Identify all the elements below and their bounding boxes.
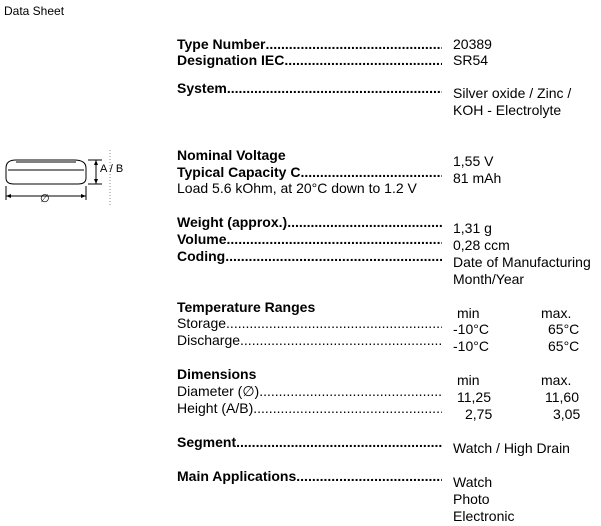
designation-row xyxy=(177,52,442,68)
diameter-label: Diameter (∅) xyxy=(177,383,260,399)
storage-row xyxy=(177,315,442,331)
discharge-min: -10°C xyxy=(453,338,489,354)
battery-drawing xyxy=(0,148,140,208)
temperature-title: Temperature Ranges xyxy=(177,299,316,315)
segment-value: Watch / High Drain xyxy=(453,440,570,456)
capacity-value: 81 mAh xyxy=(453,170,502,186)
height-label: Height (A/B) xyxy=(177,400,254,416)
coding-row xyxy=(177,248,442,264)
dimensions-min-header: min xyxy=(457,372,480,388)
segment-row xyxy=(177,434,442,450)
temperature-min-header: min xyxy=(457,305,480,321)
capacity-label: Typical Capacity C xyxy=(177,164,301,180)
system-row xyxy=(177,80,442,96)
discharge-label: Discharge xyxy=(177,332,241,348)
nominal-voltage-value: 1,55 V xyxy=(453,153,494,169)
storage-label: Storage xyxy=(177,315,227,331)
storage-max: 65°C xyxy=(548,321,580,337)
segment-label: Segment xyxy=(177,434,237,450)
system-value-line1: Silver oxide / Zinc / xyxy=(453,85,572,101)
diameter-max: 11,60 xyxy=(545,389,579,405)
coding-value-line2: Month/Year xyxy=(453,271,525,287)
application-item: Photo xyxy=(453,491,490,507)
discharge-max: 65°C xyxy=(548,338,580,354)
capacity-note: Load 5.6 kOhm, at 20°C down to 1.2 V xyxy=(177,180,417,196)
height-dimension-label: A / B xyxy=(100,163,124,175)
system-value-line2: KOH - Electrolyte xyxy=(453,102,562,118)
system-label: System xyxy=(177,80,227,96)
designation-label: Designation IEC xyxy=(177,52,285,68)
type-number-row xyxy=(177,36,442,52)
height-row xyxy=(177,400,442,416)
diameter-row xyxy=(177,383,442,399)
applications-row xyxy=(177,468,442,484)
volume-value: 0,28 ccm xyxy=(453,237,510,253)
application-item: Electronic xyxy=(453,508,515,524)
height-min: 2,75 xyxy=(465,406,493,422)
type-number-value: 20389 xyxy=(453,36,492,52)
capacity-row xyxy=(177,164,442,180)
weight-row xyxy=(177,214,442,230)
nominal-voltage-label: Nominal Voltage xyxy=(177,147,286,163)
volume-label: Volume xyxy=(177,231,227,247)
temperature-max-header: max. xyxy=(541,305,572,321)
diameter-min: 11,25 xyxy=(457,389,491,405)
coding-value-line1: Date of Manufacturing xyxy=(453,254,591,270)
page-header: Data Sheet xyxy=(4,4,65,18)
application-item: Watch xyxy=(453,474,493,490)
height-max: 3,05 xyxy=(553,406,581,422)
weight-value: 1,31 g xyxy=(453,220,492,236)
storage-min: -10°C xyxy=(453,321,489,337)
designation-value: SR54 xyxy=(453,52,489,68)
type-number-label: Type Number xyxy=(177,36,266,52)
applications-label: Main Applications xyxy=(177,468,297,484)
diameter-dimension-label: ∅ xyxy=(40,193,50,205)
volume-row xyxy=(177,231,442,247)
coding-label: Coding xyxy=(177,248,226,264)
discharge-row xyxy=(177,332,442,348)
dimensions-title: Dimensions xyxy=(177,366,257,382)
weight-label: Weight (approx.) xyxy=(177,214,288,230)
dimensions-max-header: max. xyxy=(541,372,572,388)
